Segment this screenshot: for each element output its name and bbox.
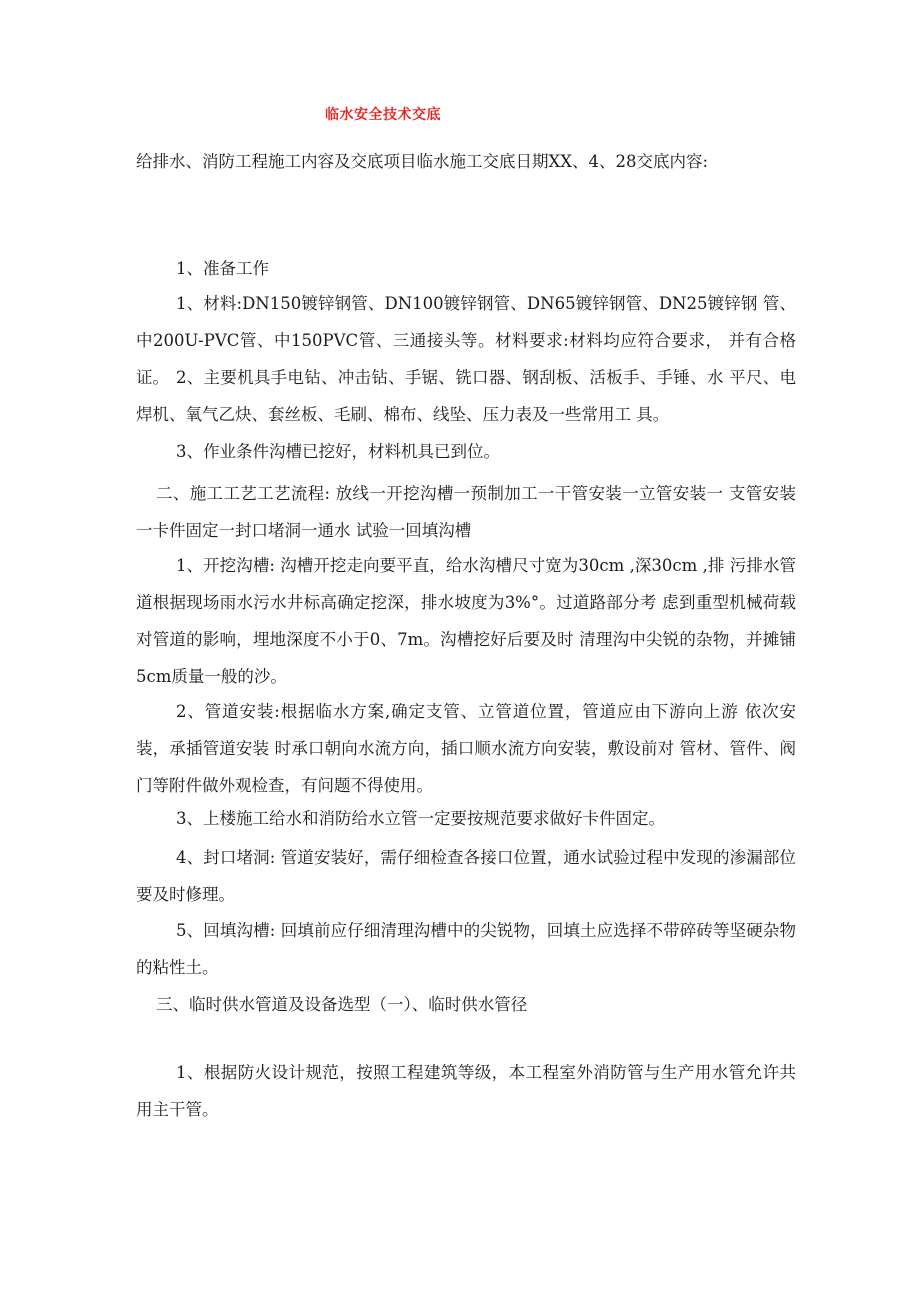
section-3-heading: 三、临时供水管道及设备选型（一）、临时供水管径	[156, 995, 528, 1014]
section-3-item-1: 1、根据防火设计规范，按照工程建筑等级，本工程室外消防管与生产用水管允许共用主干管。	[136, 1063, 796, 1119]
section-2-trench: 1、开挖沟槽: 沟槽开挖走向要平直，给水沟槽尺寸宽为30cm ,深30cm ,排 污排水管道根据现场雨水污水井标高确定挖深，排水坡度为3%°。过道路部分考 虑到重型机械荷载对管道的影响，埋地深度不小于0、7m。沟槽挖好后要及时 清理沟中尖锐的杂物，并摊铺5cm质量一般的沙。	[136, 556, 796, 686]
section-1-tools: 2、主要机具手电钻、冲击钻、手锯、铣口器、钢刮板、活板手、手锤、水 平尺、电焊机、氧气乙炔、套丝板、毛刷、棉布、线坠、压力表及一些常用工 具。	[136, 368, 796, 424]
section-1-materials: 1、材料:DN150镀锌钢管、DN100镀锌钢管、DN65镀锌钢管、DN25镀锌钢 管、中200U-PVC管、中150PVC管、三通接头等。材料要求:材料均应符合要求， 并有合格证。	[136, 294, 796, 387]
header-line: 给排水、消防工程施工内容及交底项目临水施工交底日期XX、4、28交底内容:	[136, 152, 709, 171]
section-2-heading: 二、施工工艺工艺流程: 放线一开挖沟槽一预制加工一干管安装一立管安装一 支管安装一卡件固定一封口堵洞一通水 试验一回填沟槽	[136, 484, 796, 540]
section-2-pipe-install: 2、管道安装:根据临水方案,确定支管、立管道位置，管道应由下游向上游 依次安装，承插管道安装 时承口朝向水流方向，插口顺水流方向安装，敷设前对 管材、管件、阀门等附件做外观检查，有问题不得使用。	[136, 702, 796, 795]
document-title: 临水安全技术交底	[325, 107, 441, 123]
section-2-riser: 3、上楼施工给水和消防给水立管一定要按规范要求做好卡件固定。	[176, 809, 665, 828]
section-2-backfill: 5、回填沟槽: 回填前应仔细清理沟槽中的尖锐物，回填土应选择不带碎砖等坚硬杂物的粘性土。	[136, 921, 796, 977]
section-1-conditions: 3、作业条件沟槽已挖好，材料机具已到位。	[176, 442, 500, 461]
section-1-heading: 1、准备工作	[176, 259, 269, 278]
section-2-seal: 4、封口堵洞: 管道安装好，需仔细检查各接口位置，通水试验过程中发现的渗漏部位要及时修理。	[136, 848, 796, 904]
